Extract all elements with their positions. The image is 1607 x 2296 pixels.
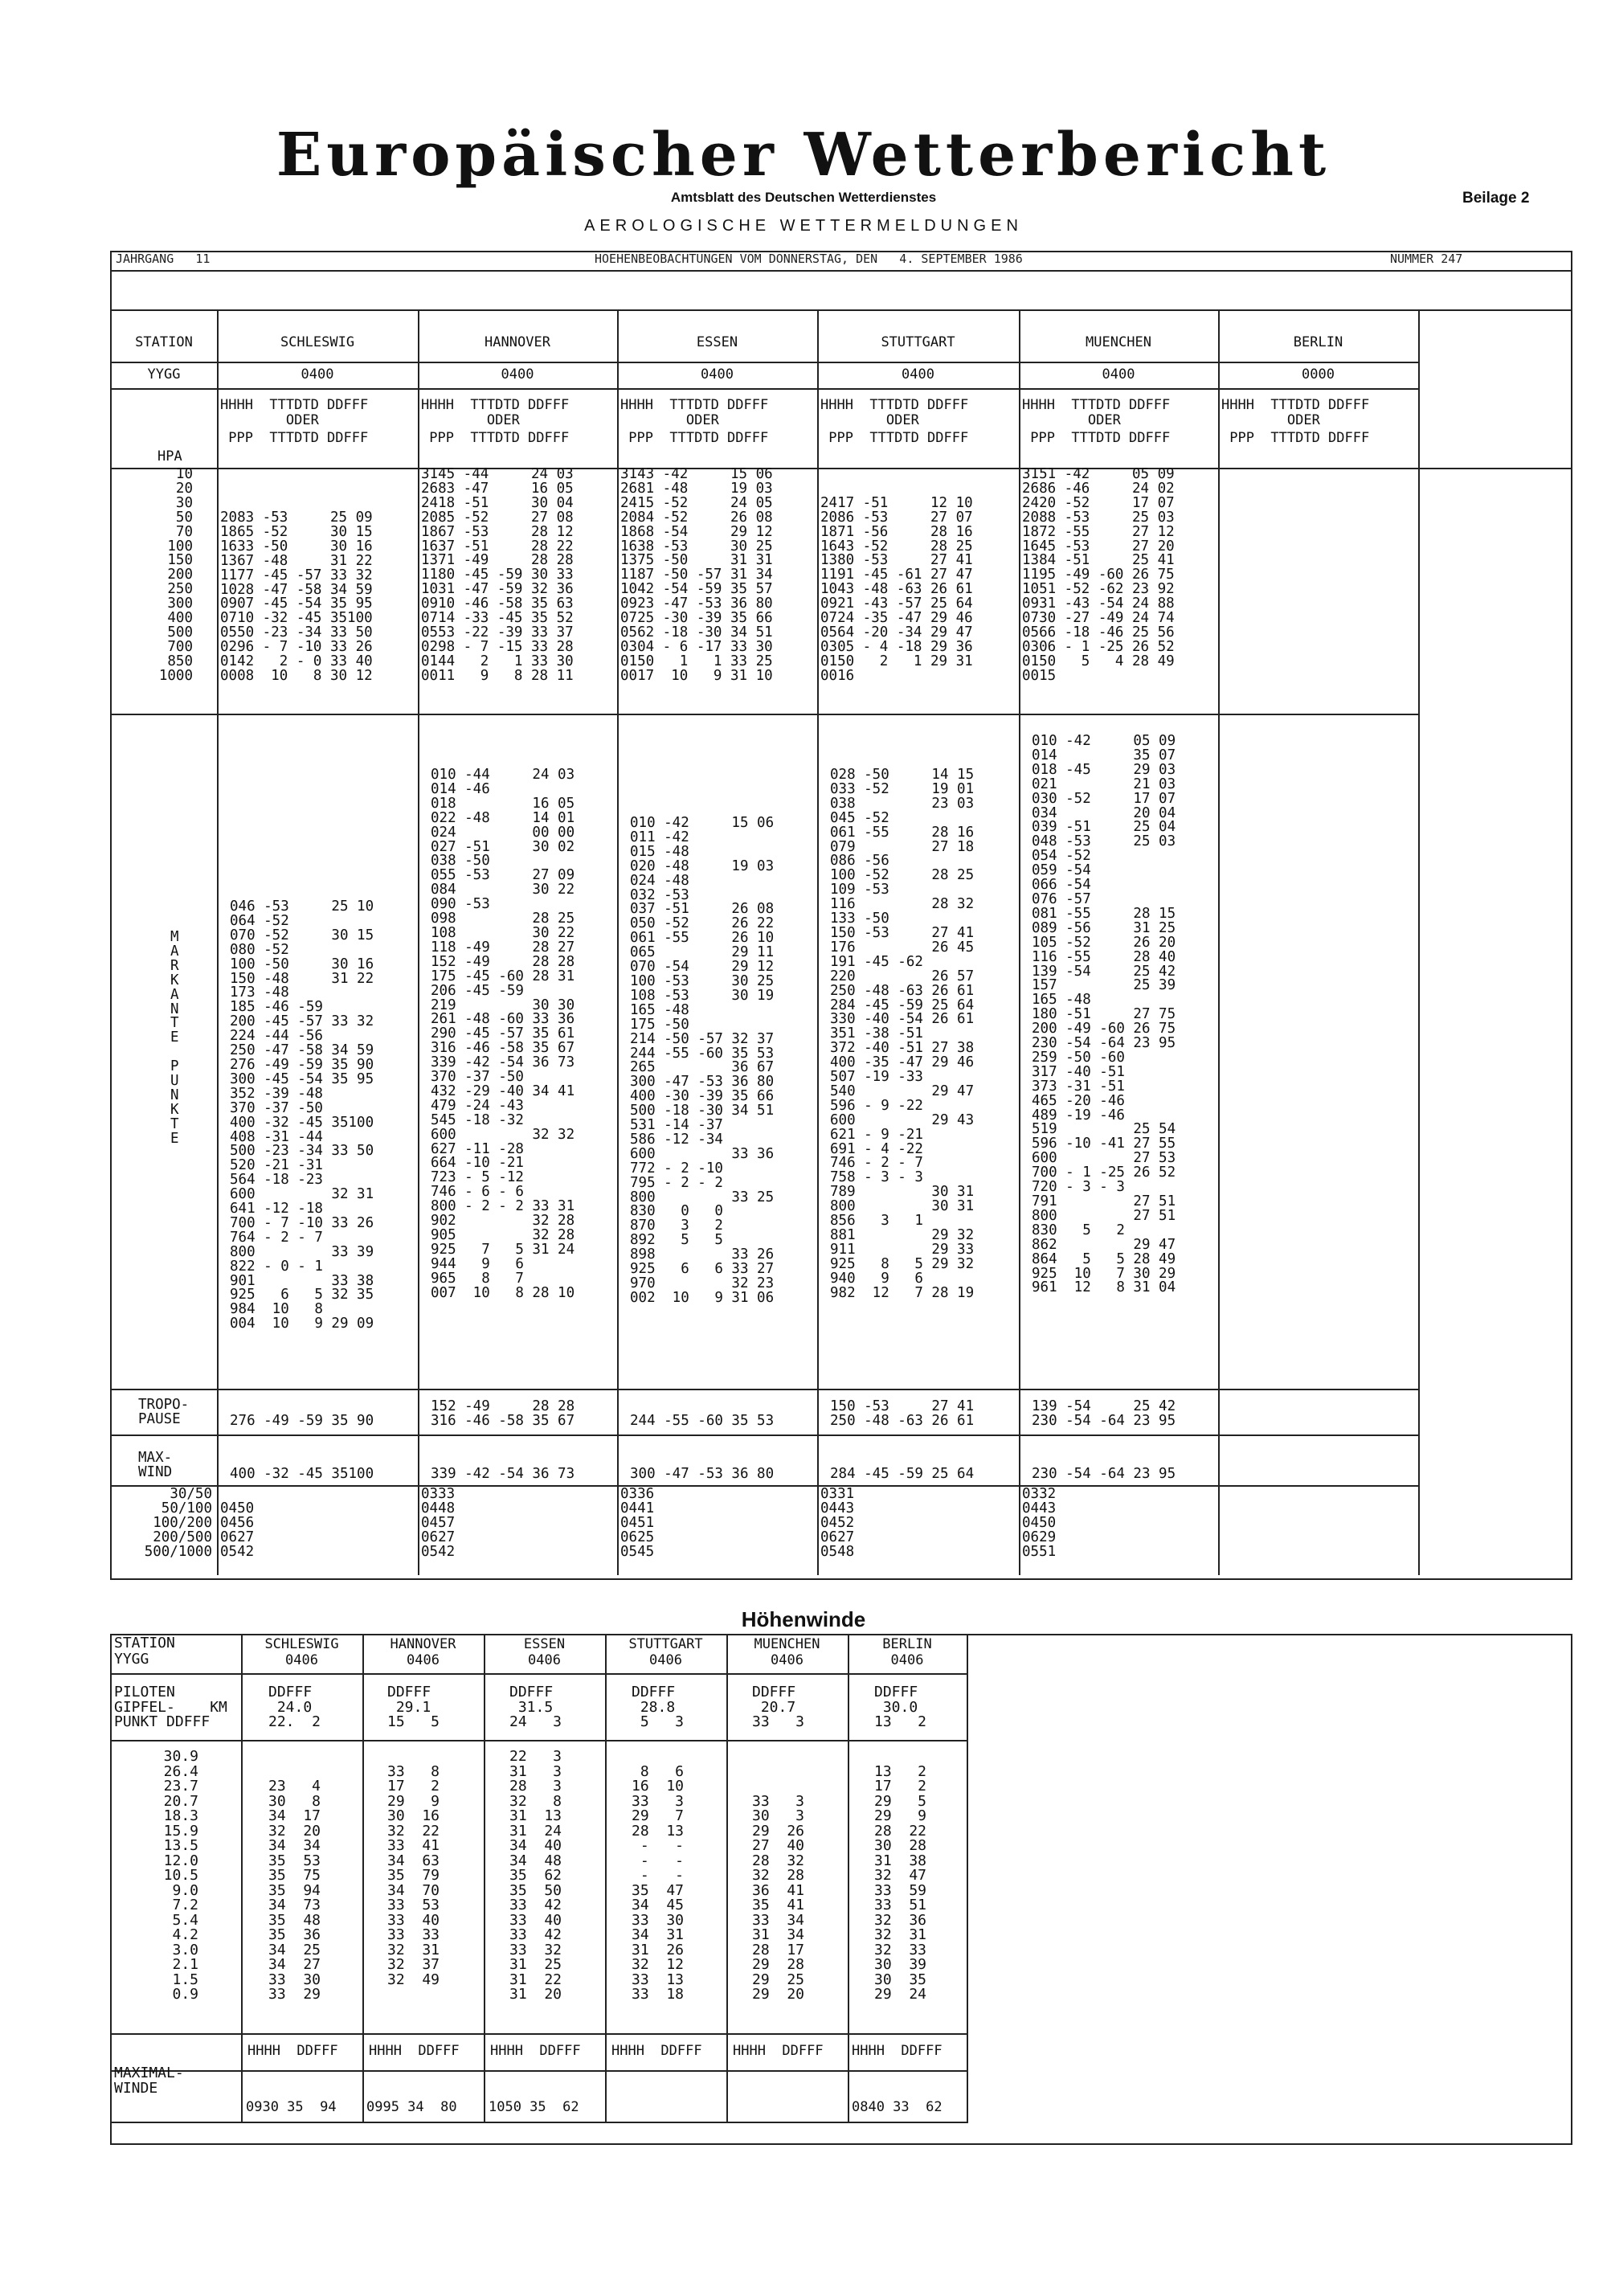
hw-station-name-stuttgart: STUTTGART	[628, 1636, 703, 1652]
col-header: ODER	[820, 412, 919, 428]
hw-station-name-schleswig: SCHLESWIG	[264, 1636, 339, 1652]
beilage-label: Beilage 2	[1462, 190, 1530, 207]
maxwind-muenchen: 230 -54 -64 23 95	[1032, 1466, 1176, 1482]
markante-stuttgart: 028 -50 14 15 033 -52 19 01 038 23 03 045 -52 061 -55 28 16 079 27 18 086 -56 100 -52 28 25 109 -53 116 28 32 133 -50 150 -53 27 41 176 26 45 191 -45 -62 220 26 57 250 -48 -63 26 61 284 -45 -59 25 64 330 -40 -54 26 61 351 -38 -51 372 -40 -51 27 38 400 -35 -47 29 46 507 -19 -33 540 29 47 596 - 9 -22 600 29 43 621 - 9 -21 691 - 4 -22 746 - 2 - 7 758 - 3 - 3 789 30 31 800 30 31 856 3 1 881 29 32 911 29 33 925 8 5 29 32 940 9 6 982 12 7 28 19	[830, 767, 975, 1301]
col-header: PPP TTTDTD DDFFF	[820, 430, 969, 446]
nummer-label: NUMMER 247	[1390, 252, 1463, 266]
col-header: HHHH TTTDTD DDFFF	[1221, 397, 1370, 413]
col-header: ODER	[421, 412, 520, 428]
hw-maxwind-schleswig: 0930 35 94	[246, 2099, 337, 2115]
col-header: PPP TTTDTD DDFFF	[620, 430, 769, 446]
station-name-stuttgart: STUTTGART	[881, 334, 955, 350]
markante-schleswig: 046 -53 25 10 064 -52 070 -52 30 15 080 -52 100 -50 30 16 150 -48 31 22 173 -48 185 -46 -59 200 -45 -57 33 32 224 -44 -56 250 -47 -58 34 59 276 -49 -59 35 90 300 -45 -54 35 95 352 -39 -48 370 -37 -50 400 -32 -45 35100 408 -31 -44 500 -23 -34 33 50 520 -21 -31 564 -18 -23 600 32 31 641 -12 -18 700 - 7 -10 33 26 764 - 2 - 7 800 33 39 822 - 0 - 1 901 33 38 925 6 5 32 35 984 10 8 004 10 9 29 09	[230, 898, 374, 1332]
station-yygg-hannover: 0400	[501, 366, 534, 383]
station-label: STATION	[135, 334, 193, 350]
hw-station-yygg-muenchen: 0406	[771, 1652, 804, 1668]
pilot-berlin: DDFFF 30.0 13 2	[874, 1684, 927, 1730]
pilot-muenchen: DDFFF 20.7 33 3	[752, 1684, 805, 1730]
maxwind-schleswig: 400 -32 -45 35100	[230, 1466, 374, 1482]
page-title: Europäischer Wetterbericht	[276, 121, 1331, 190]
hw-winds-muenchen: 33 3 30 3 29 26 27 40 28 32 32 28 36 41 35 41 33 34 31 34 28 17 29 28 29 25 29 20	[752, 1792, 805, 2003]
col-header: HHHH TTTDTD DDFFF	[620, 397, 769, 413]
hw-maxwind-header: HHHH DDFFF	[611, 2043, 702, 2059]
hw-heights: 30.9 26.4 23.7 20.7 18.3 15.9 13.5 12.0 10.5 9.0 7.2 5.4 4.2 3.0 2.1 1.5 0.9	[163, 1748, 198, 2003]
observation-date: HOEHENBEOBACHTUNGEN VOM DONNERSTAG, DEN 4. SEPTEMBER 1986	[595, 252, 1023, 266]
hw-winds-schleswig: 23 4 30 8 34 17 32 20 34 34 35 53 35 75 35 94 34 73 35 48 35 36 34 25 34 27 33 30 33 29	[268, 1778, 321, 2003]
std-levels-stuttgart: 2417 -51 12 10 2086 -53 27 07 1871 -56 28 16 1643 -52 28 25 1380 -53 27 41 1191 -45 -61 27 47 1043 -48 -63 26 61 0921 -43 -57 25 64 0724 -35 -47 29 46 0564 -20 -34 29 47 0305 - 4 -18 29 36 0150 2 1 29 31 0016	[820, 494, 973, 684]
hw-maxwind-essen: 1050 35 62	[489, 2099, 579, 2115]
pilot-hannover: DDFFF 29.1 15 5	[387, 1684, 440, 1730]
hw-station-name-berlin: BERLIN	[882, 1636, 932, 1652]
hw-station-yygg-schleswig: 0406	[285, 1652, 318, 1668]
station-yygg-muenchen: 0400	[1102, 366, 1135, 383]
pilot-stuttgart: DDFFF 28.8 5 3	[632, 1684, 685, 1730]
thickness-essen: 0336 0441 0451 0625 0545	[620, 1486, 655, 1560]
markante-punkte-label: M A R K A N T E P U N K T E	[170, 929, 179, 1147]
col-header: ODER	[620, 412, 719, 428]
section-title: AEROLOGISCHE WETTERMELDUNGEN	[584, 217, 1023, 235]
hw-maxwind-label: MAXIMAL- WINDE	[114, 2065, 184, 2097]
hw-maxwind-header: HHHH DDFFF	[490, 2043, 581, 2059]
maxwind-label: MAX- WIND	[138, 1450, 173, 1480]
hw-maxwind-header: HHHH DDFFF	[733, 2043, 824, 2059]
hw-winds-hannover: 33 8 17 2 29 9 30 16 32 22 33 41 34 63 35 79 34 70 33 53 33 40 33 33 32 31 32 37 32 49	[387, 1762, 440, 1988]
page-subtitle: Amtsblatt des Deutschen Wetterdienstes	[670, 190, 937, 205]
thickness-label: 30/50 50/100 100/200 200/500 500/1000	[144, 1486, 212, 1560]
col-header: HHHH TTTDTD DDFFF	[220, 397, 369, 413]
hpa-label: HPA	[157, 448, 182, 465]
maxwind-stuttgart: 284 -45 -59 25 64	[830, 1466, 975, 1482]
std-levels-schleswig: 2083 -53 25 09 1865 -52 30 15 1633 -50 30 16 1367 -48 31 22 1177 -45 -57 33 32 1028 -47 -58 34 59 0907 -45 -54 35 95 0710 -32 -45 35100 0550 -23 -34 33 50 0296 - 7 -10 33 26 0142 2 - 0 33 40 0008 10 8 30 12	[220, 510, 373, 684]
pilot-label: PILOTEN GIPFEL- KM PUNKT DDFFF	[114, 1684, 227, 1730]
hw-station-name-muenchen: MUENCHEN	[754, 1636, 820, 1652]
hw-maxwind-berlin: 0840 33 62	[852, 2099, 943, 2115]
hw-maxwind-header: HHHH DDFFF	[852, 2043, 943, 2059]
station-yygg-schleswig: 0400	[301, 366, 334, 383]
tropopause-hannover: 152 -49 28 28 316 -46 -58 35 67	[431, 1398, 575, 1429]
markante-muenchen: 010 -42 05 09 014 35 07 018 -45 29 03 021 21 03 030 -52 17 07 034 20 04 039 -51 25 04 048 -53 25 03 054 -52 059 -54 066 -54 076 -57 081 -55 28 15 089 -56 31 25 105 -52 26 20 116 -55 28 40 139 -54 25 42 157 25 39 165 -48 180 -51 27 75 200 -49 -60 26 75 230 -54 -64 23 95 259 -50 -60 317 -40 -51 373 -31 -51 465 -20 -46 489 -19 -46 519 25 54 596 -10 -41 27 55 600 27 53 700 - 1 -25 26 52 720 - 3 - 3 791 27 51 800 27 51 830 5 2 862 29 47 864 5 5 28 49 925 10 7 30 29 961 12 8 31 04	[1032, 733, 1176, 1296]
tropopause-stuttgart: 150 -53 27 41 250 -48 -63 26 61	[830, 1398, 975, 1429]
col-header: HHHH TTTDTD DDFFF	[421, 397, 570, 413]
col-header: PPP TTTDTD DDFFF	[421, 430, 570, 446]
station-name-hannover: HANNOVER	[485, 334, 550, 350]
station-yygg-stuttgart: 0400	[902, 366, 934, 383]
thickness-hannover: 0333 0448 0457 0627 0542	[421, 1486, 456, 1560]
thickness-muenchen: 0332 0443 0450 0629 0551	[1022, 1486, 1057, 1560]
hw-station-name-essen: ESSEN	[523, 1636, 566, 1652]
station-name-berlin: BERLIN	[1293, 334, 1343, 350]
hw-station-label: STATION	[114, 1635, 175, 1651]
std-levels-hannover: 3145 -44 24 03 2683 -47 16 05 2418 -51 30 04 2085 -52 27 08 1867 -53 28 12 1637 -51 28 22 1371 -49 28 28 1180 -45 -59 30 33 1031 -47 -59 32 36 0910 -46 -58 35 63 0714 -33 -45 35 52 0553 -22 -39 33 37 0298 - 7 -15 33 28 0144 2 1 33 30 0011 9 8 28 11	[421, 466, 574, 684]
tropopause-label: TROPO- PAUSE	[138, 1397, 190, 1427]
station-yygg-essen: 0400	[701, 366, 734, 383]
markante-essen: 010 -42 15 06 011 -42 015 -48 020 -48 19 03 024 -48 032 -53 037 -51 26 08 050 -52 26 22 061 -55 26 10 065 29 11 070 -54 29 12 100 -53 30 25 108 -53 30 19 165 -48 175 -50 214 -50 -57 32 37 244 -55 -60 35 53 265 36 67 300 -47 -53 36 80 400 -30 -39 35 66 500 -18 -30 34 51 531 -14 -37 586 -12 -34 600 33 36 772 - 2 -10 795 - 2 - 2 800 33 25 830 0 0 870 3 2 892 5 5 898 33 26 925 6 6 33 27 970 32 23 002 10 9 31 06	[630, 815, 775, 1306]
tropopause-schleswig: 276 -49 -59 35 90	[230, 1413, 374, 1429]
hw-station-yygg-hannover: 0406	[407, 1652, 440, 1668]
hw-maxwind-hannover: 0995 34 80	[366, 2099, 457, 2115]
col-header: ODER	[1221, 412, 1320, 428]
std-levels-muenchen: 3151 -42 05 09 2686 -46 24 02 2420 -52 17 07 2088 -53 25 03 1872 -55 27 12 1645 -53 27 20 1384 -51 25 41 1195 -49 -60 26 75 1051 -52 -62 23 92 0931 -43 -54 24 88 0730 -27 -49 24 74 0566 -18 -46 25 56 0306 - 1 -25 26 52 0150 5 4 28 49 0015	[1022, 466, 1175, 684]
markante-hannover: 010 -44 24 03 014 -46 018 16 05 022 -48 14 01 024 00 00 027 -51 30 02 038 -50 055 -53 27 09 084 30 22 090 -53 098 28 25 108 30 22 118 -49 28 27 152 -49 28 28 175 -45 -60 28 31 206 -45 -59 219 30 30 261 -48 -60 33 36 290 -45 -57 35 61 316 -46 -58 35 67 339 -42 -54 36 73 370 -37 -50 432 -29 -40 34 41 479 -24 -43 545 -18 -32 600 32 32 627 -11 -28 664 -10 -21 723 - 5 -12 746 - 6 - 6 800 - 2 - 2 33 31 902 32 28 905 32 28 925 7 5 31 24 944 9 6 965 8 7 007 10 8 28 10	[431, 767, 575, 1301]
hw-station-yygg-berlin: 0406	[890, 1652, 924, 1668]
thickness-schleswig: 0450 0456 0627 0542	[220, 1500, 255, 1560]
std-levels-essen: 3143 -42 15 06 2681 -48 19 03 2415 -52 24 05 2084 -52 26 08 1868 -54 29 12 1638 -53 30 25 1375 -50 31 31 1187 -50 -57 31 34 1042 -54 -59 35 57 0923 -47 -53 36 80 0725 -30 -39 35 66 0562 -18 -30 34 51 0304 - 6 -17 33 30 0150 1 1 33 25 0017 10 9 31 10	[620, 466, 773, 684]
thickness-stuttgart: 0331 0443 0452 0627 0548	[820, 1486, 855, 1560]
col-header: ODER	[1022, 412, 1121, 428]
tropopause-essen: 244 -55 -60 35 53	[630, 1413, 775, 1429]
tropopause-muenchen: 139 -54 25 42 230 -54 -64 23 95	[1032, 1398, 1176, 1429]
col-header: HHHH TTTDTD DDFFF	[1022, 397, 1171, 413]
station-name-muenchen: MUENCHEN	[1086, 334, 1151, 350]
col-header: PPP TTTDTD DDFFF	[1022, 430, 1171, 446]
maxwind-hannover: 339 -42 -54 36 73	[431, 1466, 575, 1482]
station-name-schleswig: SCHLESWIG	[280, 334, 355, 350]
hoehenwinde-title: Höhenwinde	[741, 1607, 866, 1631]
hw-maxwind-header: HHHH DDFFF	[369, 2043, 460, 2059]
hoehenwinde-table-frame	[110, 1634, 1572, 2145]
col-header: ODER	[220, 412, 319, 428]
hw-yygg-label: YYGG	[114, 1651, 149, 1668]
yygg-label: YYGG	[147, 366, 181, 383]
hw-maxwind-header: HHHH DDFFF	[247, 2043, 338, 2059]
col-header: PPP TTTDTD DDFFF	[220, 430, 369, 446]
col-header: PPP TTTDTD DDFFF	[1221, 430, 1370, 446]
hw-winds-essen: 22 3 31 3 28 3 32 8 31 13 31 24 34 40 34 48 35 62 35 50 33 42 33 40 33 42 33 32 31 25 31 22 31 20	[509, 1748, 562, 2003]
maxwind-essen: 300 -47 -53 36 80	[630, 1466, 775, 1482]
hw-winds-stuttgart: 8 6 16 10 33 3 29 7 28 13 - - - - - - 35 47 34 45 33 30 34 31 31 26 32 12 33 13 33 18	[632, 1762, 685, 2003]
col-header: HHHH TTTDTD DDFFF	[820, 397, 969, 413]
hw-winds-berlin: 13 2 17 2 29 5 29 9 28 22 30 28 31 38 32 47 33 59 33 51 32 36 32 31 32 33 30 39 30 35 29 24	[874, 1762, 927, 2003]
hw-station-yygg-essen: 0406	[528, 1652, 561, 1668]
pilot-essen: DDFFF 31.5 24 3	[509, 1684, 562, 1730]
pressure-levels: 10 20 30 50 70 100 150 200 250 300 400 500 700 850 1000	[158, 466, 193, 684]
hw-station-yygg-stuttgart: 0406	[649, 1652, 682, 1668]
station-yygg-berlin: 0000	[1302, 366, 1335, 383]
hw-station-name-hannover: HANNOVER	[390, 1636, 456, 1652]
jahrgang-label: JAHRGANG 11	[116, 252, 211, 266]
pilot-schleswig: DDFFF 24.0 22. 2	[268, 1684, 321, 1730]
station-name-essen: ESSEN	[696, 334, 738, 350]
